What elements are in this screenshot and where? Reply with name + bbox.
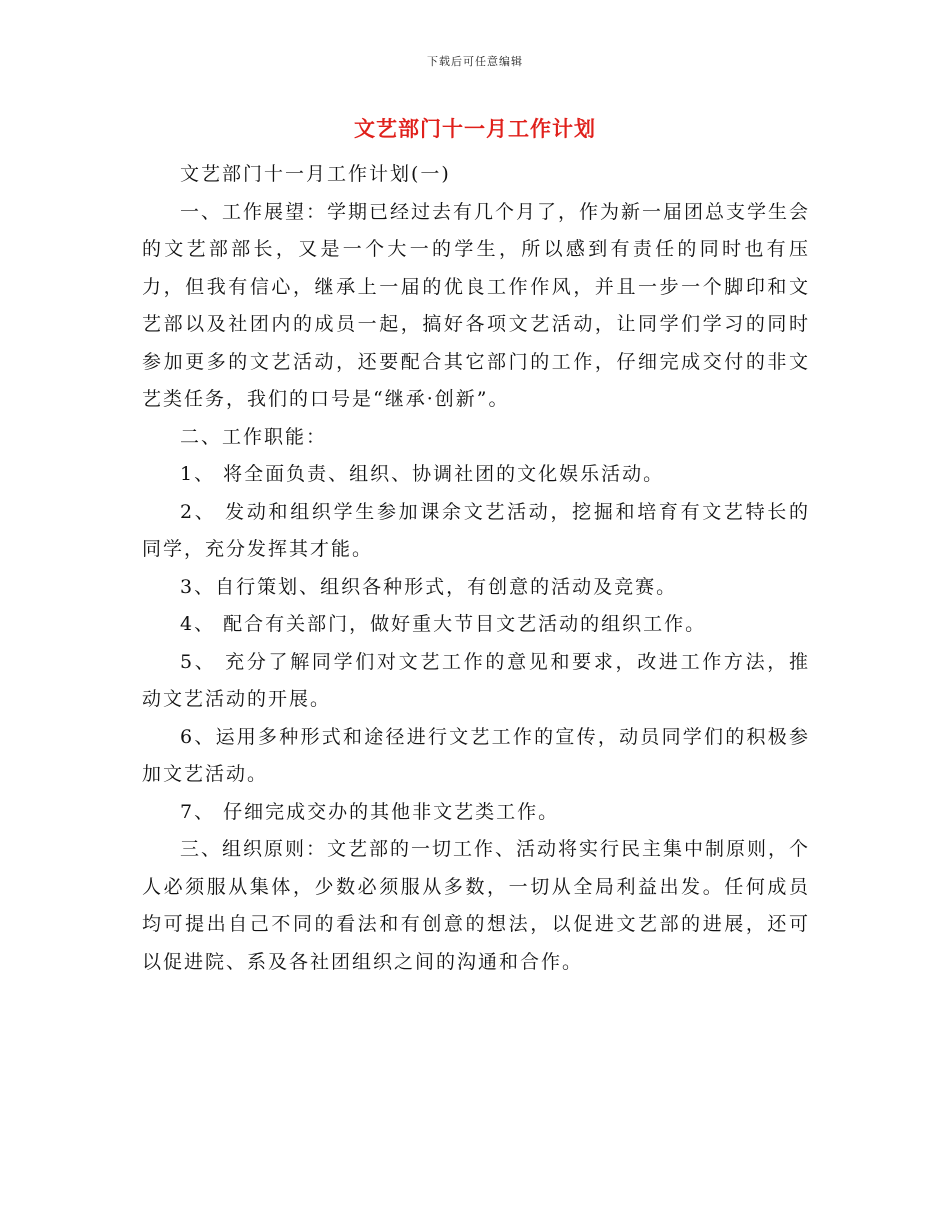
paragraph-subtitle: 文艺部门十一月工作计划(一): [180, 163, 451, 185]
document-title: 文艺部门十一月工作计划: [354, 117, 596, 141]
paragraph-function-6: 6、运用多种形式和途径进行文艺工作的宣传，动员同学们的积极参加文艺活动。: [142, 725, 810, 785]
paragraph-function-5: 5、 充分了解同学们对文艺工作的意见和要求，改进工作方法，推动文艺活动的开展。: [142, 650, 810, 710]
paragraph-function-4: 4、 配合有关部门，做好重大节目文艺活动的组织工作。: [180, 613, 707, 635]
paragraph-function-3: 3、自行策划、组织各种形式，有创意的活动及竞赛。: [180, 575, 678, 598]
paragraph-outlook: 一、工作展望：学期已经过去有几个月了，作为新一届团总支学生会的文艺部部长，又是一个大一的学生，所以感到有责任的同时也有压力，但我有信心，继承上一届的优良工作作风，并且一步一个脚印和文艺部以及社团内的成员一起，搞好各项文艺活动，让同学们学习的同时参加更多的文艺活动，还要配合其它部门的工作，仔细完成交付的非文艺类任务，我们的口号是“继承·创新”。: [142, 200, 811, 410]
paragraph-function-2: 2、 发动和组织学生参加课余文艺活动，挖掘和培育有文艺特长的同学，充分发挥其才能。: [142, 500, 810, 560]
header-note: 下载后可任意编辑: [427, 55, 523, 68]
paragraph-principles: 三、组织原则：文艺部的一切工作、活动将实行民主集中制原则，个人必须服从集体，少数必须服从多数，一切从全局利益出发。任何成员均可提出自己不同的看法和有创意的想法，以促进文艺部的进展，还可以促进院、系及各社团组织之间的沟通和合作。: [142, 838, 811, 973]
paragraph-functions-heading: 二、工作职能：: [180, 425, 328, 448]
paragraph-function-7: 7、 仔细完成交办的其他非文艺类工作。: [180, 800, 560, 823]
document-body: [142, 156, 810, 981]
paragraph-function-1: 1、 将全面负责、组织、协调社团的文化娱乐活动。: [180, 463, 665, 485]
